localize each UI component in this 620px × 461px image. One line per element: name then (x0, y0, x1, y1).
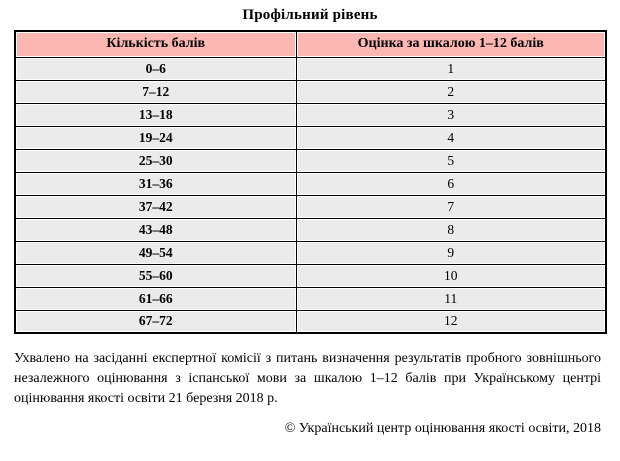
grade-cell: 2 (296, 80, 606, 103)
grade-cell: 8 (296, 218, 606, 241)
table-row (15, 287, 606, 310)
grade-cell: 3 (296, 103, 606, 126)
table-row (15, 195, 606, 218)
points-range-cell: 67–72 (15, 310, 296, 333)
table-row (15, 241, 606, 264)
table-row (15, 264, 606, 287)
copyright-text: © Український центр оцінювання якості освіти, 2018 (284, 421, 601, 436)
column-header-points: Кількість балів (15, 31, 296, 57)
points-range-cell: 13–18 (15, 103, 296, 126)
score-conversion-table (14, 30, 607, 334)
table-row (15, 218, 606, 241)
points-range-cell: 25–30 (15, 149, 296, 172)
grade-cell: 1 (296, 57, 606, 80)
points-range-cell: 61–66 (15, 287, 296, 310)
column-header-grade: Оцінка за шкалою 1–12 балів (296, 31, 606, 57)
points-range-cell: 37–42 (15, 195, 296, 218)
table-body (15, 57, 606, 333)
table-row (15, 172, 606, 195)
grade-cell: 9 (296, 241, 606, 264)
table-row (15, 126, 606, 149)
grade-cell: 12 (296, 310, 606, 333)
points-range-cell: 7–12 (15, 80, 296, 103)
points-range-cell: 49–54 (15, 241, 296, 264)
grade-cell: 10 (296, 264, 606, 287)
grade-cell: 4 (296, 126, 606, 149)
table-row (15, 149, 606, 172)
points-range-cell: 55–60 (15, 264, 296, 287)
table-header-row (15, 31, 606, 57)
points-range-cell: 0–6 (15, 57, 296, 80)
grade-cell: 5 (296, 149, 606, 172)
points-range-cell: 31–36 (15, 172, 296, 195)
table-row (15, 57, 606, 80)
table-header (15, 31, 606, 57)
table-row (15, 103, 606, 126)
page-title: Профільний рівень (242, 7, 378, 23)
grade-cell: 7 (296, 195, 606, 218)
table-row (15, 310, 606, 333)
approval-paragraph: Ухвалено на засіданні експертної комісії з питань визначення результатів пробного зовнішнього незалежного оцінювання з іспанської мови за шкалою 1–12 балів при Українському центрі оцінювання якості освіти 21 березня 2018 р. (14, 351, 601, 406)
table-row (15, 80, 606, 103)
grade-cell: 11 (296, 287, 606, 310)
points-range-cell: 19–24 (15, 126, 296, 149)
points-range-cell: 43–48 (15, 218, 296, 241)
grade-cell: 6 (296, 172, 606, 195)
